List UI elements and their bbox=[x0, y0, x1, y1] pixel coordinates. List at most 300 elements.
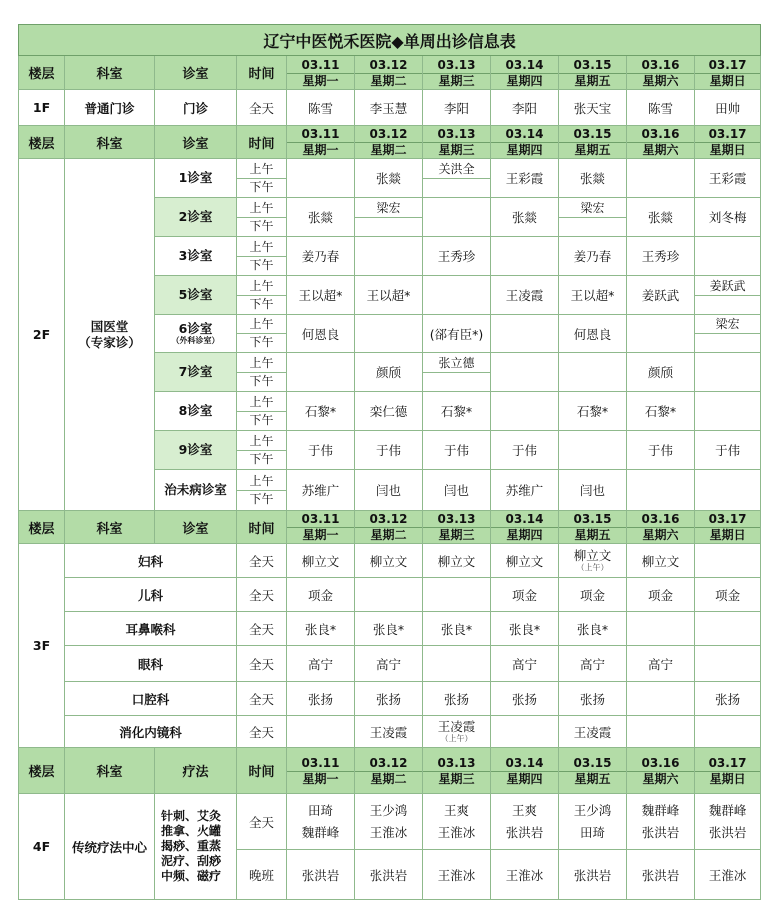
date-label: 03.15 bbox=[573, 755, 612, 770]
time-am: 上午 bbox=[237, 473, 286, 491]
doctor-cell: 张燚 bbox=[355, 159, 423, 198]
doctor-cell: 张良* bbox=[423, 612, 491, 646]
doctor-cell: 高宁 bbox=[491, 646, 559, 682]
schedule-table bbox=[18, 24, 761, 900]
page-title: 辽宁中医悦禾医院◆单周出诊信息表 bbox=[19, 25, 761, 56]
doctor-cell: 张良* bbox=[355, 612, 423, 646]
doctor-pm-empty bbox=[423, 373, 490, 390]
doctor-cell-pair bbox=[355, 794, 423, 850]
doctor-line-2: 张洪岩 bbox=[708, 824, 747, 840]
date-header bbox=[287, 56, 355, 90]
dept-0: 妇科 bbox=[65, 544, 237, 578]
doctor-line-2: 张洪岩 bbox=[505, 824, 544, 840]
doctor-cell-am bbox=[423, 159, 491, 198]
doctor-cell: 李玉慧 bbox=[355, 90, 423, 126]
date-label: 03.16 bbox=[641, 512, 680, 526]
doctor-cell: 石黎* bbox=[627, 392, 695, 431]
doctor-pm-empty bbox=[355, 218, 422, 235]
doctor-line-2: 王淮冰 bbox=[369, 824, 408, 840]
header-room: 诊室 bbox=[155, 126, 237, 159]
doctor-cell: 张燚 bbox=[491, 198, 559, 237]
doctor-cell-am bbox=[423, 353, 491, 392]
date-label: 03.15 bbox=[573, 512, 612, 526]
weekday-label: 星期一 bbox=[287, 142, 354, 158]
time-allday: 全天 bbox=[237, 544, 287, 578]
doctor-cell: 王淮冰 bbox=[695, 850, 761, 900]
weekday-label: 星期二 bbox=[355, 142, 422, 158]
time-am: 上午 bbox=[237, 316, 286, 334]
room-name: 7诊室 bbox=[178, 364, 213, 379]
time-ampm bbox=[237, 392, 287, 431]
weekday-label: 星期三 bbox=[423, 527, 490, 543]
doctor-cell bbox=[423, 646, 491, 682]
doctor-cell: 石黎* bbox=[423, 392, 491, 431]
doctor-cell: 张扬 bbox=[491, 682, 559, 716]
doctor-cell: 柳立文 bbox=[423, 544, 491, 578]
room-name: 治未病诊室 bbox=[164, 482, 227, 497]
doctor-cell-pair bbox=[287, 794, 355, 850]
doctor-cell: 张燚 bbox=[287, 198, 355, 237]
date-label: 03.16 bbox=[641, 57, 680, 72]
doctor-cell: 陈雪 bbox=[627, 90, 695, 126]
floor-label: 4F bbox=[19, 794, 65, 900]
date-header bbox=[491, 748, 559, 794]
time-am: 上午 bbox=[237, 394, 286, 412]
doctor-cell: 颜颀 bbox=[355, 353, 423, 392]
weekday-label: 星期二 bbox=[355, 771, 422, 787]
doctor-cell: 于伟 bbox=[355, 431, 423, 470]
weekday-label: 星期日 bbox=[695, 771, 760, 787]
header-floor: 楼层 bbox=[19, 511, 65, 544]
date-header bbox=[491, 511, 559, 544]
weekday-label: 星期三 bbox=[423, 142, 490, 158]
doctor-cell: 于伟 bbox=[695, 431, 761, 470]
doctor-cell bbox=[559, 431, 627, 470]
doctor-cell bbox=[491, 392, 559, 431]
date-label: 03.17 bbox=[708, 127, 747, 141]
doctor-cell: 柳立文 bbox=[627, 544, 695, 578]
date-label: 03.14 bbox=[505, 755, 544, 770]
room-rz bbox=[155, 470, 237, 511]
weekday-label: 星期五 bbox=[559, 527, 626, 543]
doctor-cell: 王彩霞 bbox=[491, 159, 559, 198]
doctor-cell bbox=[491, 237, 559, 276]
room-r5 bbox=[155, 276, 237, 315]
doctor-cell bbox=[695, 716, 761, 748]
doctor-cell: 闫也 bbox=[423, 470, 491, 511]
header-dept: 科室 bbox=[65, 511, 155, 544]
doctor-cell: 高宁 bbox=[559, 646, 627, 682]
doctor-cell: 张扬 bbox=[559, 682, 627, 716]
doctor-cell bbox=[491, 716, 559, 748]
doctor-pm-empty bbox=[559, 218, 626, 235]
time-am: 上午 bbox=[237, 355, 286, 373]
doctor-name: 柳立文 bbox=[573, 548, 612, 563]
time-allday: 全天 bbox=[237, 794, 287, 850]
date-header bbox=[627, 126, 695, 159]
weekday-label: 星期一 bbox=[287, 527, 354, 543]
doctor-cell bbox=[627, 159, 695, 198]
header-room: 诊室 bbox=[155, 511, 237, 544]
date-label: 03.17 bbox=[708, 755, 747, 770]
doctor-pm-empty bbox=[423, 179, 490, 196]
doctor-cell bbox=[355, 578, 423, 612]
time-allday: 全天 bbox=[237, 682, 287, 716]
room-r7 bbox=[155, 353, 237, 392]
date-label: 03.11 bbox=[301, 127, 340, 141]
time-ampm bbox=[237, 470, 287, 511]
room-name: 3诊室 bbox=[178, 248, 213, 263]
therapy-item: 中频、磁疗 bbox=[161, 869, 222, 883]
therapy-list bbox=[155, 794, 237, 900]
doctor-cell: 项金 bbox=[627, 578, 695, 612]
header-dept: 科室 bbox=[65, 126, 155, 159]
doctor-line-2: 张洪岩 bbox=[641, 824, 680, 840]
doctor-line-1: 魏群峰 bbox=[641, 802, 680, 818]
doctor-cell: 于伟 bbox=[423, 431, 491, 470]
weekday-label: 星期日 bbox=[695, 527, 760, 543]
doctor-cell bbox=[559, 544, 627, 578]
doctor-cell: 李阳 bbox=[423, 90, 491, 126]
doctor-cell: 高宁 bbox=[627, 646, 695, 682]
doctor-cell: 王淮冰 bbox=[491, 850, 559, 900]
date-label: 03.11 bbox=[301, 512, 340, 526]
doctor-pm-empty bbox=[695, 334, 760, 351]
time-allday: 全天 bbox=[237, 716, 287, 748]
therapy-item: 针刺、艾灸 bbox=[161, 809, 222, 823]
room-clinic: 门诊 bbox=[155, 90, 237, 126]
doctor-cell: 柳立文 bbox=[287, 544, 355, 578]
doctor-cell: 于伟 bbox=[627, 431, 695, 470]
dept-1: 儿科 bbox=[65, 578, 237, 612]
therapy-item: 泥疗、刮痧 bbox=[161, 854, 222, 868]
time-allday: 全天 bbox=[237, 646, 287, 682]
date-header bbox=[287, 748, 355, 794]
doctor-am: 梁宏 bbox=[559, 200, 626, 218]
doctor-cell: 苏维广 bbox=[287, 470, 355, 511]
date-header bbox=[695, 511, 761, 544]
time-ampm bbox=[237, 159, 287, 198]
doctor-cell: 王凌霞 bbox=[559, 716, 627, 748]
floor-label: 1F bbox=[19, 90, 65, 126]
date-header bbox=[627, 56, 695, 90]
dept-2: 耳鼻喉科 bbox=[65, 612, 237, 646]
weekday-label: 星期四 bbox=[491, 73, 558, 89]
doctor-cell: 项金 bbox=[491, 578, 559, 612]
doctor-cell bbox=[287, 716, 355, 748]
room-name: 9诊室 bbox=[178, 442, 213, 457]
doctor-cell: 王秀珍 bbox=[423, 237, 491, 276]
doctor-cell: 项金 bbox=[287, 578, 355, 612]
floor-label: 3F bbox=[19, 544, 65, 748]
doctor-cell: 姜跃武 bbox=[627, 276, 695, 315]
doctor-cell: 张洪岩 bbox=[287, 850, 355, 900]
header-time: 时间 bbox=[237, 511, 287, 544]
time-allday: 全天 bbox=[237, 578, 287, 612]
doctor-cell-am bbox=[355, 198, 423, 237]
date-header bbox=[287, 511, 355, 544]
time-pm: 下午 bbox=[249, 296, 274, 311]
dept-4: 口腔科 bbox=[65, 682, 237, 716]
date-label: 03.15 bbox=[573, 57, 612, 72]
time-pm: 下午 bbox=[249, 373, 274, 388]
doctor-cell bbox=[491, 353, 559, 392]
date-header bbox=[695, 748, 761, 794]
date-label: 03.14 bbox=[505, 57, 544, 72]
doctor-cell: 王秀珍 bbox=[627, 237, 695, 276]
schedule-sheet bbox=[18, 24, 760, 904]
dept-3: 眼科 bbox=[65, 646, 237, 682]
doctor-cell-pair bbox=[491, 794, 559, 850]
doctor-cell bbox=[423, 276, 491, 315]
doctor-cell bbox=[287, 159, 355, 198]
weekday-label: 星期五 bbox=[559, 142, 626, 158]
doctor-cell: 高宁 bbox=[355, 646, 423, 682]
doctor-cell: 张燚 bbox=[559, 159, 627, 198]
doctor-am: 梁宏 bbox=[355, 200, 422, 218]
doctor-cell: 张扬 bbox=[423, 682, 491, 716]
date-header bbox=[287, 126, 355, 159]
header-time: 时间 bbox=[237, 126, 287, 159]
doctor-name: 王凌霞 bbox=[437, 719, 476, 734]
date-header bbox=[559, 56, 627, 90]
time-am: 上午 bbox=[237, 161, 286, 179]
doctor-cell bbox=[355, 315, 423, 353]
date-label: 03.17 bbox=[708, 512, 747, 526]
doctor-line-1: 王少鸿 bbox=[369, 802, 408, 818]
weekday-label: 星期五 bbox=[559, 73, 626, 89]
doctor-cell bbox=[423, 578, 491, 612]
doctor-cell: 张良* bbox=[491, 612, 559, 646]
header-floor: 楼层 bbox=[19, 748, 65, 794]
doctor-cell: 姜乃春 bbox=[559, 237, 627, 276]
doctor-cell: 张燚 bbox=[627, 198, 695, 237]
doctor-cell: (郤有臣*) bbox=[423, 315, 491, 353]
doctor-cell: 张洪岩 bbox=[355, 850, 423, 900]
doctor-cell bbox=[695, 237, 761, 276]
dept-traditional-therapy: 传统疗法中心 bbox=[65, 794, 155, 900]
header-time: 时间 bbox=[237, 56, 287, 90]
doctor-cell bbox=[627, 612, 695, 646]
doctor-cell bbox=[627, 716, 695, 748]
doctor-cell: 王凌霞 bbox=[491, 276, 559, 315]
weekday-label: 星期日 bbox=[695, 142, 760, 158]
room-r8 bbox=[155, 392, 237, 431]
room-r3 bbox=[155, 237, 237, 276]
doctor-line-1: 魏群峰 bbox=[708, 802, 747, 818]
time-pm: 下午 bbox=[249, 491, 274, 506]
date-label: 03.14 bbox=[505, 127, 544, 141]
date-header bbox=[695, 126, 761, 159]
doctor-cell bbox=[627, 682, 695, 716]
date-label: 03.12 bbox=[369, 512, 408, 526]
room-name: 5诊室 bbox=[178, 287, 213, 302]
date-header bbox=[695, 56, 761, 90]
doctor-cell: 于伟 bbox=[491, 431, 559, 470]
doctor-line-2: 田琦 bbox=[579, 824, 605, 840]
room-name: 8诊室 bbox=[178, 403, 213, 418]
doctor-cell-pair bbox=[559, 794, 627, 850]
doctor-cell: 王凌霞 bbox=[355, 716, 423, 748]
doctor-line-2: 王淮冰 bbox=[437, 824, 476, 840]
weekday-label: 星期三 bbox=[423, 73, 490, 89]
doctor-cell bbox=[287, 353, 355, 392]
doctor-cell bbox=[695, 646, 761, 682]
date-label: 03.16 bbox=[641, 755, 680, 770]
header-floor: 楼层 bbox=[19, 126, 65, 159]
time-pm: 下午 bbox=[249, 412, 274, 427]
doctor-cell-am bbox=[695, 276, 761, 315]
date-header bbox=[627, 748, 695, 794]
date-header bbox=[355, 126, 423, 159]
date-label: 03.12 bbox=[369, 755, 408, 770]
room-name: 1诊室 bbox=[178, 170, 213, 185]
date-label: 03.12 bbox=[369, 57, 408, 72]
weekday-label: 星期二 bbox=[355, 527, 422, 543]
weekday-label: 星期一 bbox=[287, 73, 354, 89]
weekday-label: 星期日 bbox=[695, 73, 760, 89]
header-time: 时间 bbox=[237, 748, 287, 794]
room-sub: （外科诊室） bbox=[171, 336, 220, 345]
room-r6 bbox=[155, 315, 237, 353]
doctor-cell bbox=[695, 612, 761, 646]
date-header bbox=[355, 56, 423, 90]
time-ampm bbox=[237, 237, 287, 276]
doctor-cell: 王以超* bbox=[287, 276, 355, 315]
time-ampm bbox=[237, 353, 287, 392]
date-header bbox=[491, 126, 559, 159]
date-label: 03.13 bbox=[437, 127, 476, 141]
therapy-item: 揭痧、重蒸 bbox=[161, 839, 222, 853]
date-label: 03.17 bbox=[708, 57, 747, 72]
weekday-label: 星期四 bbox=[491, 142, 558, 158]
header-floor: 楼层 bbox=[19, 56, 65, 90]
date-header bbox=[559, 126, 627, 159]
doctor-cell-pair bbox=[423, 794, 491, 850]
time-ampm bbox=[237, 198, 287, 237]
doctor-cell bbox=[559, 353, 627, 392]
weekday-label: 星期六 bbox=[627, 142, 694, 158]
date-label: 03.16 bbox=[641, 127, 680, 141]
weekday-label: 星期四 bbox=[491, 771, 558, 787]
doctor-cell: 何恩良 bbox=[287, 315, 355, 353]
date-header bbox=[491, 56, 559, 90]
doctor-cell: 颜颀 bbox=[627, 353, 695, 392]
doctor-cell bbox=[627, 315, 695, 353]
am-note: （上午） bbox=[576, 563, 609, 572]
time-pm: 下午 bbox=[249, 257, 274, 272]
doctor-cell-am bbox=[695, 315, 761, 353]
weekday-label: 星期四 bbox=[491, 527, 558, 543]
doctor-cell: 张扬 bbox=[287, 682, 355, 716]
therapy-item: 推拿、火罐 bbox=[161, 824, 222, 838]
doctor-am: 姜跃武 bbox=[695, 278, 760, 296]
date-label: 03.13 bbox=[437, 57, 476, 72]
date-label: 03.11 bbox=[301, 57, 340, 72]
time-pm: 下午 bbox=[249, 335, 274, 349]
doctor-cell bbox=[627, 470, 695, 511]
floor-label: 2F bbox=[19, 159, 65, 511]
doctor-cell-am bbox=[559, 198, 627, 237]
doctor-line-1: 田琦 bbox=[307, 802, 333, 818]
dept-sub: （专家诊） bbox=[78, 334, 141, 350]
date-label: 03.14 bbox=[505, 512, 544, 526]
doctor-cell-pair bbox=[695, 794, 761, 850]
weekday-label: 星期三 bbox=[423, 771, 490, 787]
doctor-cell: 王彩霞 bbox=[695, 159, 761, 198]
weekday-label: 星期六 bbox=[627, 527, 694, 543]
doctor-cell bbox=[695, 544, 761, 578]
doctor-cell: 田帅 bbox=[695, 90, 761, 126]
doctor-cell: 于伟 bbox=[287, 431, 355, 470]
doctor-cell bbox=[423, 716, 491, 748]
date-header bbox=[355, 748, 423, 794]
doctor-cell bbox=[423, 198, 491, 237]
date-header bbox=[559, 511, 627, 544]
dept-name: 国医堂 bbox=[90, 318, 129, 334]
doctor-cell: 张良* bbox=[287, 612, 355, 646]
time-am: 上午 bbox=[237, 200, 286, 218]
doctor-cell bbox=[355, 237, 423, 276]
time-pm: 下午 bbox=[249, 451, 274, 466]
room-name: 6诊室 bbox=[178, 321, 213, 336]
room-r9 bbox=[155, 431, 237, 470]
date-header bbox=[355, 511, 423, 544]
doctor-am: 梁宏 bbox=[695, 316, 760, 334]
doctor-cell: 柳立文 bbox=[491, 544, 559, 578]
doctor-cell: 王以超* bbox=[355, 276, 423, 315]
time-am: 上午 bbox=[237, 278, 286, 296]
doctor-cell: 张扬 bbox=[695, 682, 761, 716]
date-header bbox=[423, 748, 491, 794]
doctor-cell: 张扬 bbox=[355, 682, 423, 716]
doctor-cell: 柳立文 bbox=[355, 544, 423, 578]
time-am: 上午 bbox=[237, 239, 286, 257]
doctor-cell: 李阳 bbox=[491, 90, 559, 126]
doctor-cell: 闫也 bbox=[355, 470, 423, 511]
date-label: 03.13 bbox=[437, 755, 476, 770]
room-name: 2诊室 bbox=[178, 209, 213, 224]
doctor-cell bbox=[695, 470, 761, 511]
time-pm: 下午 bbox=[249, 218, 274, 233]
header-dept: 科室 bbox=[65, 56, 155, 90]
doctor-cell: 张良* bbox=[559, 612, 627, 646]
doctor-cell bbox=[695, 392, 761, 431]
am-note: （上午） bbox=[440, 734, 473, 743]
doctor-cell: 石黎* bbox=[287, 392, 355, 431]
dept-general-clinic: 普通门诊 bbox=[65, 90, 155, 126]
doctor-cell: 苏维广 bbox=[491, 470, 559, 511]
room-r1 bbox=[155, 159, 237, 198]
header-dept: 科室 bbox=[65, 748, 155, 794]
doctor-am: 关洪全 bbox=[423, 161, 490, 179]
date-header bbox=[627, 511, 695, 544]
doctor-cell: 王以超* bbox=[559, 276, 627, 315]
time-pm: 下午 bbox=[249, 179, 274, 194]
weekday-label: 星期五 bbox=[559, 771, 626, 787]
date-label: 03.12 bbox=[369, 127, 408, 141]
doctor-cell-pair bbox=[627, 794, 695, 850]
doctor-cell: 何恩良 bbox=[559, 315, 627, 353]
doctor-cell: 陈雪 bbox=[287, 90, 355, 126]
room-r2 bbox=[155, 198, 237, 237]
weekday-label: 星期六 bbox=[627, 771, 694, 787]
doctor-cell: 张洪岩 bbox=[559, 850, 627, 900]
time-ampm bbox=[237, 276, 287, 315]
doctor-cell bbox=[491, 315, 559, 353]
doctor-cell: 刘冬梅 bbox=[695, 198, 761, 237]
doctor-cell: 项金 bbox=[695, 578, 761, 612]
